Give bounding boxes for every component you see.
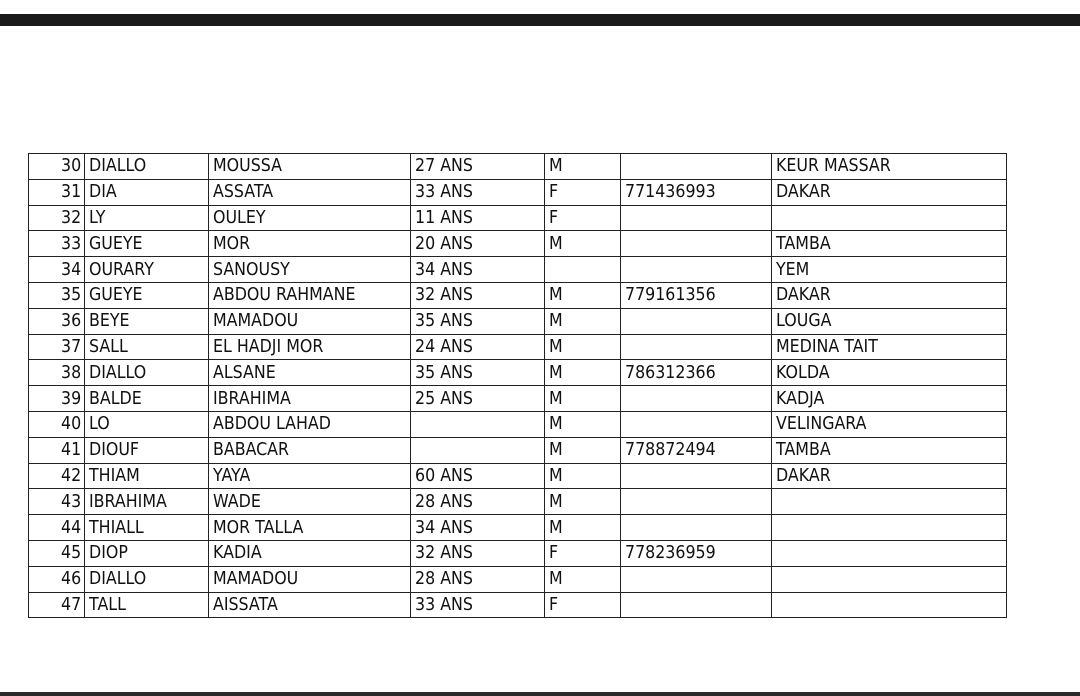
table-row xyxy=(29,308,1007,334)
age-cell: 32 ANS xyxy=(411,282,545,308)
phone-cell: 771436993 xyxy=(621,179,772,205)
address-cell: TAMBA xyxy=(772,437,1007,463)
phone-cell: 786312366 xyxy=(621,360,772,386)
sex-cell: M xyxy=(545,489,621,515)
age-cell: 25 ANS xyxy=(411,386,545,412)
first-name-cell: ABDOU RAHMANE xyxy=(209,282,411,308)
row-number: 33 xyxy=(29,231,85,257)
age-cell: 60 ANS xyxy=(411,463,545,489)
phone-cell xyxy=(621,463,772,489)
first-name-cell: AISSATA xyxy=(209,592,411,618)
address-cell: TAMBA xyxy=(772,231,1007,257)
age-cell: 11 ANS xyxy=(411,205,545,231)
row-number: 34 xyxy=(29,257,85,283)
row-number: 32 xyxy=(29,205,85,231)
phone-cell xyxy=(621,386,772,412)
row-number: 36 xyxy=(29,308,85,334)
address-cell: KEUR MASSAR xyxy=(772,154,1007,180)
last-name-cell: DIOP xyxy=(85,540,209,566)
phone-cell: 778872494 xyxy=(621,437,772,463)
address-cell: DAKAR xyxy=(772,463,1007,489)
table-row xyxy=(29,282,1007,308)
phone-cell xyxy=(621,411,772,437)
address-cell xyxy=(772,205,1007,231)
row-number: 41 xyxy=(29,437,85,463)
first-name-cell: IBRAHIMA xyxy=(209,386,411,412)
sex-cell: M xyxy=(545,154,621,180)
phone-cell: 778236959 xyxy=(621,540,772,566)
first-name-cell: BABACAR xyxy=(209,437,411,463)
last-name-cell: BALDE xyxy=(85,386,209,412)
row-number: 30 xyxy=(29,154,85,180)
age-cell: 28 ANS xyxy=(411,489,545,515)
sex-cell xyxy=(545,257,621,283)
table-row xyxy=(29,334,1007,360)
address-cell: LOUGA xyxy=(772,308,1007,334)
row-number: 37 xyxy=(29,334,85,360)
sex-cell: M xyxy=(545,515,621,541)
first-name-cell: MAMADOU xyxy=(209,308,411,334)
first-name-cell: MOR xyxy=(209,231,411,257)
phone-cell xyxy=(621,515,772,541)
phone-cell xyxy=(621,231,772,257)
address-cell: MEDINA TAIT xyxy=(772,334,1007,360)
bottom-border-line xyxy=(0,692,1080,696)
address-cell: YEM xyxy=(772,257,1007,283)
phone-cell xyxy=(621,154,772,180)
sex-cell: M xyxy=(545,566,621,592)
age-cell: 34 ANS xyxy=(411,257,545,283)
sex-cell: F xyxy=(545,592,621,618)
age-cell: 24 ANS xyxy=(411,334,545,360)
last-name-cell: DIALLO xyxy=(85,360,209,386)
row-number: 35 xyxy=(29,282,85,308)
age-cell: 20 ANS xyxy=(411,231,545,257)
sex-cell: M xyxy=(545,334,621,360)
table-row xyxy=(29,257,1007,283)
table-row xyxy=(29,231,1007,257)
age-cell: 33 ANS xyxy=(411,179,545,205)
sex-cell: F xyxy=(545,179,621,205)
first-name-cell: KADIA xyxy=(209,540,411,566)
sex-cell: M xyxy=(545,282,621,308)
first-name-cell: ABDOU LAHAD xyxy=(209,411,411,437)
last-name-cell: THIAM xyxy=(85,463,209,489)
first-name-cell: OULEY xyxy=(209,205,411,231)
phone-cell xyxy=(621,257,772,283)
age-cell: 33 ANS xyxy=(411,592,545,618)
last-name-cell: DIALLO xyxy=(85,154,209,180)
last-name-cell: GUEYE xyxy=(85,231,209,257)
row-number: 43 xyxy=(29,489,85,515)
first-name-cell: ALSANE xyxy=(209,360,411,386)
table-row xyxy=(29,360,1007,386)
address-cell xyxy=(772,566,1007,592)
phone-cell xyxy=(621,308,772,334)
table-row xyxy=(29,515,1007,541)
row-number: 45 xyxy=(29,540,85,566)
phone-cell: 779161356 xyxy=(621,282,772,308)
last-name-cell: IBRAHIMA xyxy=(85,489,209,515)
sex-cell: F xyxy=(545,540,621,566)
row-number: 46 xyxy=(29,566,85,592)
table-row xyxy=(29,489,1007,515)
age-cell: 28 ANS xyxy=(411,566,545,592)
sex-cell: M xyxy=(545,386,621,412)
top-border-bar xyxy=(0,14,1080,26)
sex-cell: M xyxy=(545,231,621,257)
first-name-cell: MOR TALLA xyxy=(209,515,411,541)
last-name-cell: THIALL xyxy=(85,515,209,541)
first-name-cell: MOUSSA xyxy=(209,154,411,180)
row-number: 38 xyxy=(29,360,85,386)
first-name-cell: YAYA xyxy=(209,463,411,489)
first-name-cell: EL HADJI MOR xyxy=(209,334,411,360)
last-name-cell: BEYE xyxy=(85,308,209,334)
sex-cell: F xyxy=(545,205,621,231)
row-number: 31 xyxy=(29,179,85,205)
roster-body xyxy=(29,154,1007,618)
row-number: 39 xyxy=(29,386,85,412)
table-row xyxy=(29,540,1007,566)
address-cell xyxy=(772,489,1007,515)
address-cell: VELINGARA xyxy=(772,411,1007,437)
table-row xyxy=(29,592,1007,618)
age-cell: 34 ANS xyxy=(411,515,545,541)
row-number: 40 xyxy=(29,411,85,437)
last-name-cell: SALL xyxy=(85,334,209,360)
address-cell xyxy=(772,515,1007,541)
table-row xyxy=(29,566,1007,592)
last-name-cell: OURARY xyxy=(85,257,209,283)
row-number: 44 xyxy=(29,515,85,541)
last-name-cell: GUEYE xyxy=(85,282,209,308)
age-cell: 27 ANS xyxy=(411,154,545,180)
last-name-cell: DIOUF xyxy=(85,437,209,463)
last-name-cell: LY xyxy=(85,205,209,231)
address-cell: DAKAR xyxy=(772,282,1007,308)
address-cell: DAKAR xyxy=(772,179,1007,205)
table-row xyxy=(29,154,1007,180)
table-row xyxy=(29,463,1007,489)
table-row xyxy=(29,179,1007,205)
age-cell: 35 ANS xyxy=(411,308,545,334)
phone-cell xyxy=(621,205,772,231)
address-cell: KADJA xyxy=(772,386,1007,412)
address-cell xyxy=(772,592,1007,618)
row-number: 42 xyxy=(29,463,85,489)
phone-cell xyxy=(621,489,772,515)
sex-cell: M xyxy=(545,360,621,386)
address-cell: KOLDA xyxy=(772,360,1007,386)
sex-cell: M xyxy=(545,463,621,489)
table-row xyxy=(29,386,1007,412)
first-name-cell: WADE xyxy=(209,489,411,515)
phone-cell xyxy=(621,566,772,592)
sex-cell: M xyxy=(545,308,621,334)
roster-table xyxy=(28,153,1007,618)
address-cell xyxy=(772,540,1007,566)
age-cell xyxy=(411,411,545,437)
last-name-cell: DIALLO xyxy=(85,566,209,592)
sex-cell: M xyxy=(545,411,621,437)
first-name-cell: MAMADOU xyxy=(209,566,411,592)
first-name-cell: SANOUSY xyxy=(209,257,411,283)
table-row xyxy=(29,205,1007,231)
row-number: 47 xyxy=(29,592,85,618)
last-name-cell: DIA xyxy=(85,179,209,205)
last-name-cell: LO xyxy=(85,411,209,437)
age-cell xyxy=(411,437,545,463)
table-row xyxy=(29,437,1007,463)
last-name-cell: TALL xyxy=(85,592,209,618)
age-cell: 35 ANS xyxy=(411,360,545,386)
sex-cell: M xyxy=(545,437,621,463)
first-name-cell: ASSATA xyxy=(209,179,411,205)
age-cell: 32 ANS xyxy=(411,540,545,566)
table-row xyxy=(29,411,1007,437)
phone-cell xyxy=(621,592,772,618)
phone-cell xyxy=(621,334,772,360)
